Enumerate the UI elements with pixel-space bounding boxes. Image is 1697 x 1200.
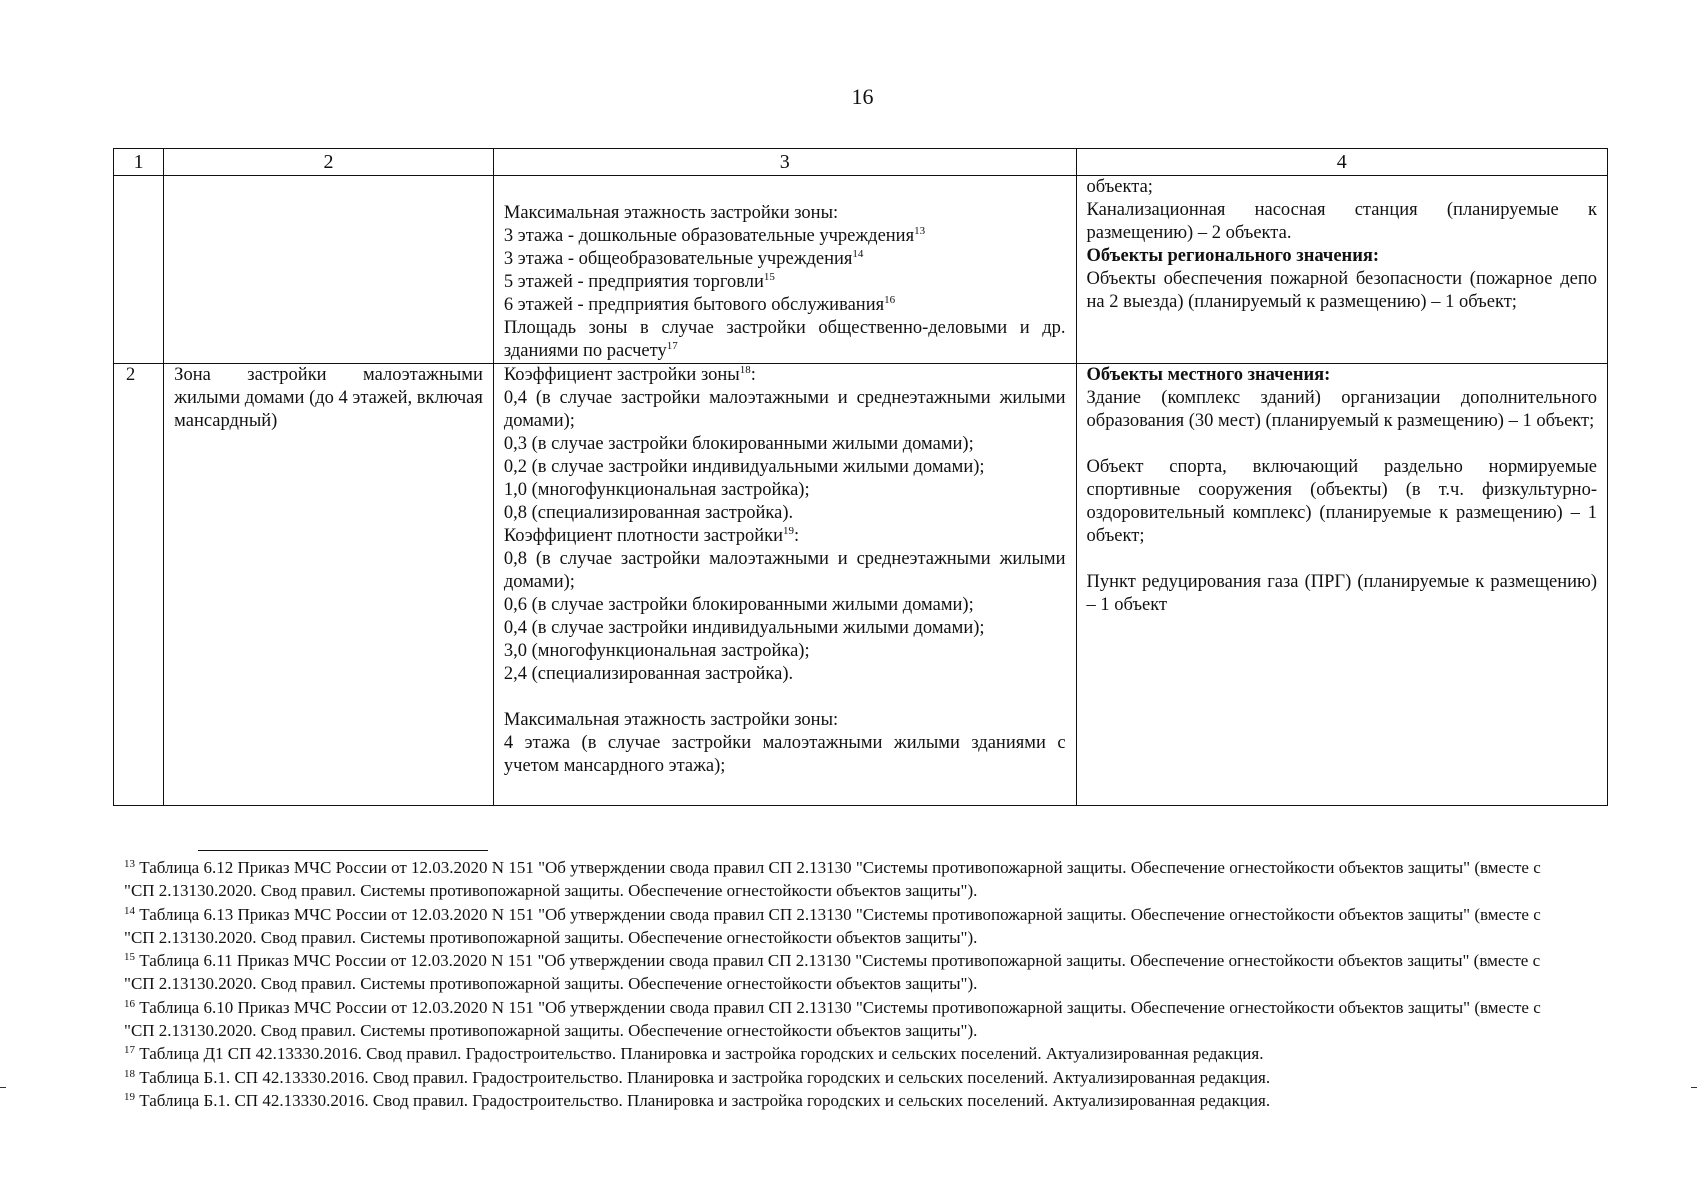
footnote-13: $^{13}$ Таблица 6.12 Приказ МЧС России от 12.03.2020 N 151 "Об утверждении свода правил СП 2.13130 "Системы противопожарной защиты. Обеспечение огнестойкости объектов защиты" (вместе с "СП 2.13130.2020. Свод правил. Системы противопожарной защиты. Обеспечение огнестойкости объектов защиты").: [124, 858, 1541, 901]
zone-name-cell: Зона застройки малоэтажными жилыми домами (до 4 этажей, включая мансардный): [164, 364, 494, 806]
table-header-row: [114, 149, 1608, 176]
footnote-ref[interactable]: 19: [783, 525, 794, 537]
header-cell-1: 1: [114, 149, 164, 176]
parameter-line: 0,6 (в случае застройки блокированными жилыми домами);: [503, 595, 974, 615]
parameter-line: 0,2 (в случае застройки индивидуальными жилыми домами);: [503, 457, 985, 477]
header-cell-2: 2: [164, 149, 494, 176]
page-number: 16: [851, 84, 874, 109]
scan-mark-right: [1691, 1087, 1697, 1088]
object-line: Здание (комплекс зданий) организации дополнительного образования (30 мест) (планируемый к размещению) – 1 объект;: [1086, 388, 1597, 431]
table-row-2: [114, 364, 1608, 806]
object-heading: Объекты регионального значения:: [1086, 246, 1380, 266]
object-heading: Объекты местного значения:: [1086, 365, 1331, 385]
parameter-line: Максимальная этажность застройки зоны:: [503, 710, 839, 730]
parameter-line: 3 этажа - общеобразовательные учреждения$^{14}$: [503, 248, 864, 269]
footnote-separator: [198, 850, 488, 851]
parameter-line: Коэффициент застройки зоны$^{18}$:: [503, 364, 756, 385]
zones-table: [113, 148, 1608, 806]
scan-mark-left: [0, 1087, 6, 1088]
objects-cell: [1076, 176, 1607, 364]
footnote-ref[interactable]: 17: [666, 340, 678, 352]
footnote-ref[interactable]: 14: [852, 248, 864, 260]
table-row-continued: [114, 176, 1608, 364]
header-cell-3: 3: [493, 149, 1076, 176]
parameter-line: 6 этажей - предприятия бытового обслуживания$^{16}$: [503, 294, 896, 315]
parameter-line: 0,3 (в случае застройки блокированными жилыми домами);: [503, 434, 974, 454]
footnotes: [124, 856, 1574, 1112]
object-line: объекта;: [1086, 177, 1153, 197]
footnote-17: $^{17}$ Таблица Д1 СП 42.13330.2016. Свод правил. Градостроительство. Планировка и застройка городских и сельских поселений. Актуализированная редакция.: [124, 1044, 1264, 1064]
parameter-line: 4 этажа (в случае застройки малоэтажными жилыми зданиями с учетом мансардного этажа);: [503, 733, 1066, 776]
parameter-line: Максимальная этажность застройки зоны:: [503, 203, 839, 223]
parameter-line: 5 этажей - предприятия торговли$^{15}$: [503, 271, 775, 292]
parameter-line: Площадь зоны в случае застройки общественно-деловыми и др. зданиями по расчету$^{17}$: [503, 318, 1066, 361]
parameter-line: 0,4 (в случае застройки малоэтажными и среднеэтажными жилыми домами);: [503, 388, 1066, 431]
parameter-line: Коэффициент плотности застройки$^{19}$:: [503, 525, 800, 546]
footnote-18: $^{18}$ Таблица Б.1. СП 42.13330.2016. Свод правил. Градостроительство. Планировка и застройка городских и сельских поселений. Актуализированная редакция.: [124, 1067, 1271, 1087]
footnote-15: $^{15}$ Таблица 6.11 Приказ МЧС России от 12.03.2020 N 151 "Об утверждении свода правил СП 2.13130 "Системы противопожарной защиты. Обеспечение огнестойкости объектов защиты" (вместе с "СП 2.13130.2020. Свод правил. Системы противопожарной защиты. Обеспечение огнестойкости объектов защиты").: [124, 951, 1541, 994]
parameter-line: 0,8 (в случае застройки малоэтажными и среднеэтажными жилыми домами);: [503, 549, 1066, 592]
objects-cell: [1076, 364, 1607, 806]
blank-line: [1087, 548, 1597, 571]
footnote-ref[interactable]: 13: [914, 225, 926, 237]
footnote-14: $^{14}$ Таблица 6.13 Приказ МЧС России от 12.03.2020 N 151 "Об утверждении свода правил СП 2.13130 "Системы противопожарной защиты. Обеспечение огнестойкости объектов защиты" (вместе с "СП 2.13130.2020. Свод правил. Системы противопожарной защиты. Обеспечение огнестойкости объектов защиты").: [124, 904, 1541, 947]
footnote-16: $^{16}$ Таблица 6.10 Приказ МЧС России от 12.03.2020 N 151 "Об утверждении свода правил СП 2.13130 "Системы противопожарной защиты. Обеспечение огнестойкости объектов защиты" (вместе с "СП 2.13130.2020. Свод правил. Системы противопожарной защиты. Обеспечение огнестойкости объектов защиты").: [124, 997, 1541, 1041]
parameter-line: 0,8 (специализированная застройка).: [503, 503, 794, 523]
object-line: Пункт редуцирования газа (ПРГ) (планируемые к размещению) – 1 объект: [1086, 572, 1597, 615]
row-number-cell: [114, 176, 164, 364]
header-cell-4: 4: [1076, 149, 1607, 176]
blank-line: [1087, 433, 1597, 456]
footnote-ref[interactable]: 15: [763, 271, 775, 283]
footnote-ref[interactable]: 18: [739, 364, 751, 376]
parameter-line: 1,0 (многофункциональная застройка);: [503, 480, 810, 500]
row-number-cell: 2: [114, 364, 164, 806]
object-line: Объекты обеспечения пожарной безопасности (пожарное депо на 2 выезда) (планируемый к размещению) – 1 объект;: [1086, 269, 1597, 312]
parameter-line: 0,4 (в случае застройки индивидуальными жилыми домами);: [503, 618, 985, 638]
parameter-line: 3 этажа - дошкольные образовательные учреждения$^{13}$: [503, 225, 926, 246]
footnote-ref[interactable]: 16: [884, 294, 896, 306]
zone-name-cell: [164, 176, 494, 364]
parameters-cell: [493, 364, 1076, 806]
object-line: Канализационная насосная станция (планируемые к размещению) – 2 объекта.: [1086, 200, 1597, 243]
blank-line: [504, 686, 1066, 709]
parameters-cell: [493, 176, 1076, 364]
footnote-19: $^{19}$ Таблица Б.1. СП 42.13330.2016. Свод правил. Градостроительство. Планировка и застройка городских и сельских поселений. Актуализированная редакция.: [124, 1090, 1271, 1110]
parameter-line: 3,0 (многофункциональная застройка);: [503, 641, 810, 661]
parameter-line: 2,4 (специализированная застройка).: [503, 664, 794, 684]
object-line: Объект спорта, включающий раздельно нормируемые спортивные сооружения (объекты) (в т.ч. физкультурно-оздоровительный комплекс) (планируемые к размещению) – 1 объект;: [1086, 457, 1597, 546]
